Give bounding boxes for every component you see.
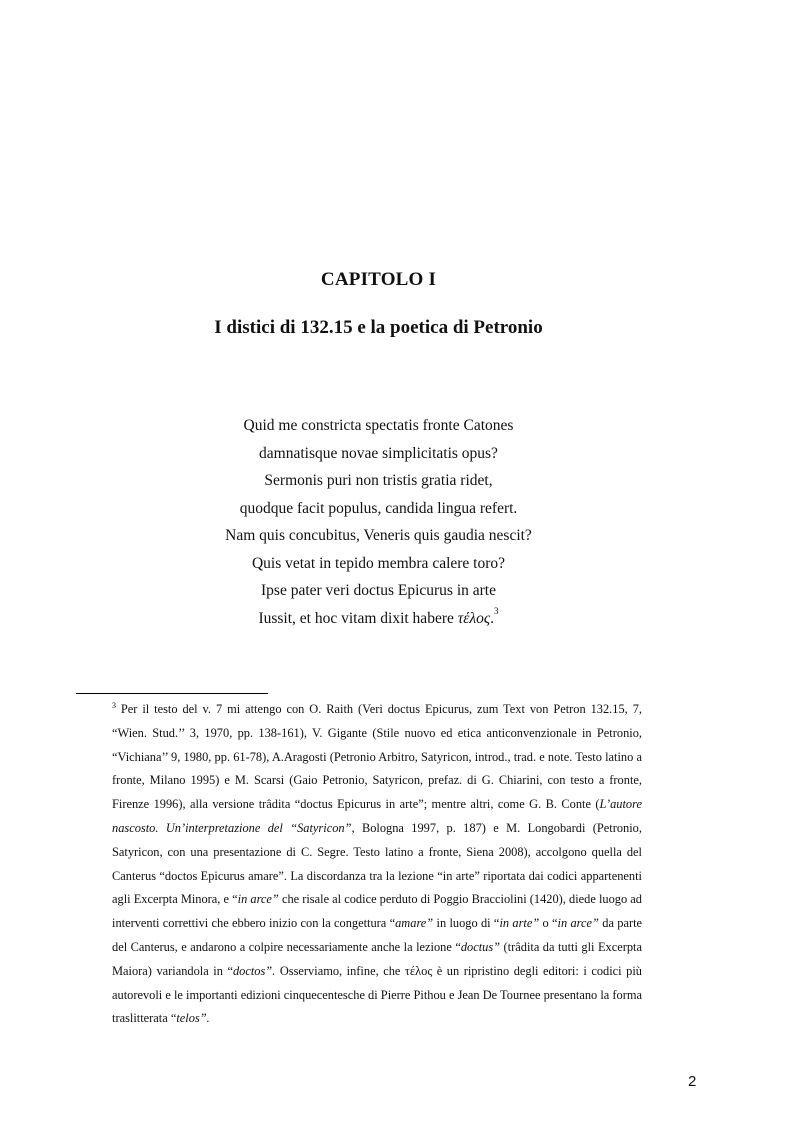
greek-word: τέλος xyxy=(457,609,491,627)
poem-line: damnatisque novae simplicitatis opus? xyxy=(259,444,498,462)
footnote-reference[interactable]: 3 xyxy=(494,606,499,617)
poem-line: quodque facit populus, candida lingua refert. xyxy=(239,499,518,517)
poem-line: Sermonis puri non tristis gratia ridet, xyxy=(264,472,493,489)
footnote-separator xyxy=(76,693,268,694)
poem-line-text: Iussit, et hoc vitam dixit habere xyxy=(258,609,458,627)
poem xyxy=(0,412,757,632)
footnote-number: 3 xyxy=(112,700,116,710)
poem-line-punct: . xyxy=(490,609,495,627)
footnote-text-segment: da parte del Canterus, e andarono a colpire necessariamente anche la lezione “ xyxy=(112,916,643,954)
footnote-italic-segment: doctus” xyxy=(460,939,501,954)
footnote-text-segment: o “ xyxy=(539,916,558,931)
footnote-text xyxy=(112,702,642,1025)
footnote-italic-segment: doctos”. xyxy=(232,963,276,978)
poem-line: Quid me constricta spectatis fronte Catones xyxy=(243,417,514,434)
footnote-italic-segment: in arte” xyxy=(499,916,540,931)
footnote-text-segment: in luogo di “ xyxy=(433,916,500,931)
poem-line: Nam quis concubitus, Veneris quis gaudia nescit? xyxy=(225,527,532,544)
footnote-italic-segment: L’autore nascosto. Un’interpretazione del “Satyricon”, xyxy=(112,797,642,835)
poem-line-last xyxy=(0,605,757,633)
poem-line: Quis vetat in tepido membra calere toro? xyxy=(251,554,506,572)
footnote-italic-segment: in arce” xyxy=(237,892,279,907)
footnote-italic-segment: amare” xyxy=(395,916,434,931)
chapter-title: I distici di 132.15 e la poetica di Petronio xyxy=(214,317,543,338)
footnote-text-segment: che risale al codice perduto di Poggio Bracciolini (1420), diede luogo ad interventi correttivi che ebbero inizio con la congettura “ xyxy=(112,892,642,931)
footnote-text-segment: Bologna 1997, p. 187) e M. Longobardi (Petronio, Satyricon, con una presentazione di C. Segre. Testo latino a fronte, Siena 2008), accolgono quella del Canterus “doctos Epicurus amare”. La discordanza tra la lezione “in arte” riportata dai codici appartenenti agli Excerpta Minora, e “ xyxy=(112,820,642,907)
footnote-text-segment: (trâdita da tutti gli Excerpta Maiora) variandola in “ xyxy=(112,939,642,978)
chapter-label: CAPITOLO I xyxy=(320,269,437,290)
page-number: 2 xyxy=(688,1073,697,1090)
footnote-text-segment: Osserviamo, infine, che τέλος è un ripristino degli editori: i codici più autorevoli e le importanti edizioni cinquecentesche di Pierre Pithou e Jean De Tournee presentano la forma traslitterata “ xyxy=(112,963,642,1026)
footnote-text-segment: Per il testo del v. 7 mi attengo con O. Raith (Veri doctus Epicurus, zum Text von Petron 132.15, 7, “Wien. Stud.’’ 3, 1970, pp. 138-161), V. Gigante (Stile nuovo ed etica anticonvenzionale in Petronio, “Vichiana’’ 9, 1980, pp. 61-78), A.Aragosti (Petronio Arbitro, Satyricon, introd., trad. e note. Testo latino a fronte, Milano 1995) e M. Scarsi (Gaio Petronio, Satyricon, prefaz. di G. Chiarini, con testo a fronte, Firenze 1996), alla versione trâdita “doctus Epicurus in arte”; mentre altri, come G. B. Conte ( xyxy=(112,702,642,812)
footnote-italic-segment: telos”. xyxy=(176,1011,210,1026)
footnote xyxy=(112,698,642,1031)
poem-line: Ipse pater veri doctus Epicurus in arte xyxy=(261,582,496,599)
footnote-italic-segment: in arce” xyxy=(557,916,599,931)
